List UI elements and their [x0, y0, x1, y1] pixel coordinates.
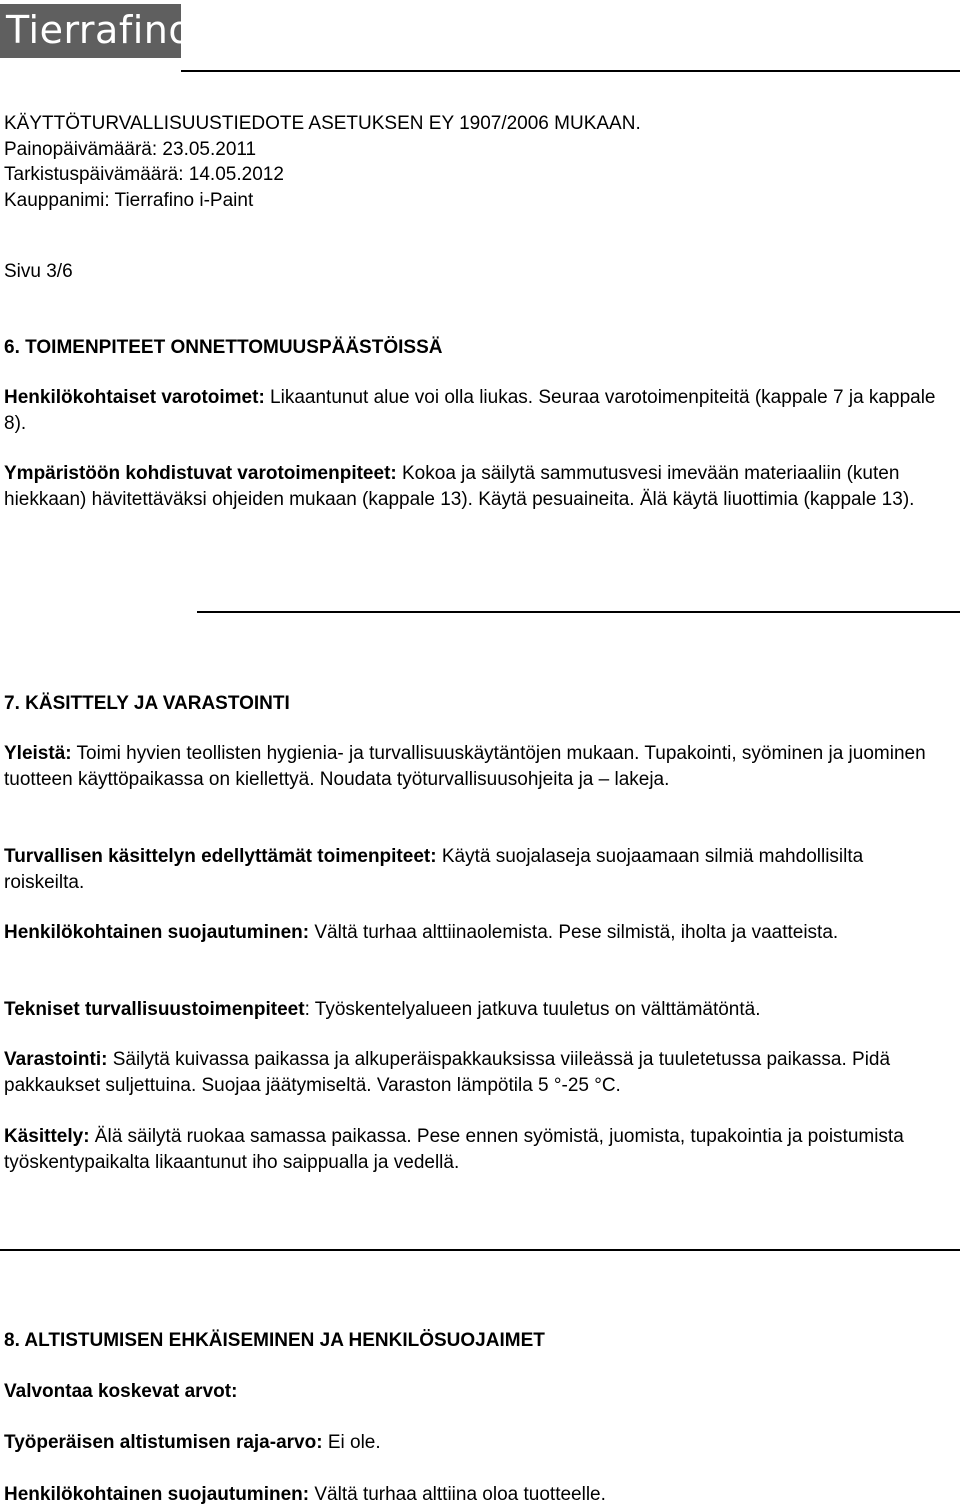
paragraph-label: Turvallisen käsittelyn edellyttämät toimenpiteet: — [4, 846, 437, 867]
paragraph-label: Tekniset turvallisuustoimenpiteet — [4, 999, 305, 1020]
section-7-paragraph-3 — [4, 920, 939, 946]
section-7-paragraph-2 — [4, 844, 939, 896]
section-8-title: 8. ALTISTUMISEN EHKÄISEMINEN JA HENKILÖSUOJAIMET — [4, 1330, 545, 1351]
section-8-paragraph-1 — [4, 1379, 939, 1405]
page-number: Sivu 3/6 — [4, 261, 73, 282]
paragraph-label: Käsittely: — [4, 1126, 90, 1147]
print-date: Painopäivämäärä: 23.05.2011 — [4, 139, 257, 160]
paragraph-label: Henkilökohtainen suojautuminen: — [4, 1484, 310, 1505]
paragraph-text: Vältä turhaa alttiina oloa tuotteelle. — [309, 1484, 606, 1505]
section-8-paragraph-3 — [4, 1482, 939, 1508]
paragraph-label: Työperäisen altistumisen raja-arvo: — [4, 1432, 323, 1453]
paragraph-text: Älä säilytä ruokaa samassa paikassa. Pese ennen syömistä, juomista, tupakointia ja poistumista työskentypaikalta likaantunut iho saippualla ja vedellä. — [4, 1126, 904, 1173]
paragraph-text: Ei ole. — [322, 1432, 381, 1453]
paragraph-label: Henkilökohtaiset varotoimet: — [4, 387, 265, 408]
paragraph-text: Vältä turhaa alttiinaolemista. Pese silmistä, iholta ja vaatteista. — [309, 922, 839, 943]
paragraph-text: Toimi hyvien teollisten hygienia- ja turvallisuuskäytäntöjen mukaan. Tupakointi, syöminen ja juominen tuotteen käyttöpaikassa on kiellettyä. Noudata työturvallisuusohjeita ja – lakeja. — [4, 743, 926, 790]
paragraph-label: Ympäristöön kohdistuvat varotoimenpiteet: — [4, 463, 397, 484]
paragraph-label: Valvontaa koskevat arvot: — [4, 1381, 238, 1402]
paragraph-text: Käytä suojalaseja suojaamaan silmiä mahdollisilta roiskeilta. — [4, 846, 864, 893]
paragraph-text: Likaantunut alue voi olla liukas. Seuraa varotoimenpiteitä (kappale 7 ja kappale 8). — [4, 387, 936, 434]
section-divider — [0, 1249, 960, 1251]
section-7-paragraph-6 — [4, 1124, 939, 1176]
paragraph-text: : Työskentelyalueen jatkuva tuuletus on välttämätöntä. — [304, 999, 761, 1020]
trade-name: Kauppanimi: Tierrafino i-Paint — [4, 190, 254, 211]
header-rule — [181, 70, 960, 72]
section-8-paragraph-2 — [4, 1430, 939, 1456]
paragraph-label: Yleistä: — [4, 743, 72, 764]
logo-text: Tierrafino — [6, 8, 193, 52]
section-7-paragraph-5 — [4, 1047, 939, 1099]
paragraph-text: Säilytä kuivassa paikassa ja alkuperäispakkauksissa viileässä ja tuuletetussa paikassa. Pidä pakkaukset suljettuina. Suojaa jäätymiseltä. Varaston lämpötila 5 °-25 °C. — [4, 1049, 891, 1096]
revision-date: Tarkistuspäivämäärä: 14.05.2012 — [4, 164, 284, 185]
section-6-paragraph-2 — [4, 461, 939, 513]
section-7-paragraph-4 — [4, 997, 939, 1023]
document-title: KÄYTTÖTURVALLISUUSTIEDOTE ASETUKSEN EY 1907/2006 MUKAAN. — [4, 113, 641, 134]
paragraph-text: Kokoa ja säilytä sammutusvesi imevään materiaaliin (kuten hiekkaan) hävitettäväksi ohjeiden mukaan (kappale 13). Käytä pesuaineita. Älä käytä liuottimia (kappale 13). — [4, 463, 915, 510]
section-divider — [197, 611, 960, 613]
paragraph-label: Henkilökohtainen suojautuminen: — [4, 922, 310, 943]
section-6-title: 6. TOIMENPITEET ONNETTOMUUSPÄÄSTÖISSÄ — [4, 337, 443, 358]
section-7-title: 7. KÄSITTELY JA VARASTOINTI — [4, 693, 290, 714]
section-6-paragraph-1 — [4, 385, 939, 437]
section-7-paragraph-1 — [4, 741, 939, 793]
company-logo — [0, 4, 193, 58]
paragraph-label: Varastointi: — [4, 1049, 108, 1070]
